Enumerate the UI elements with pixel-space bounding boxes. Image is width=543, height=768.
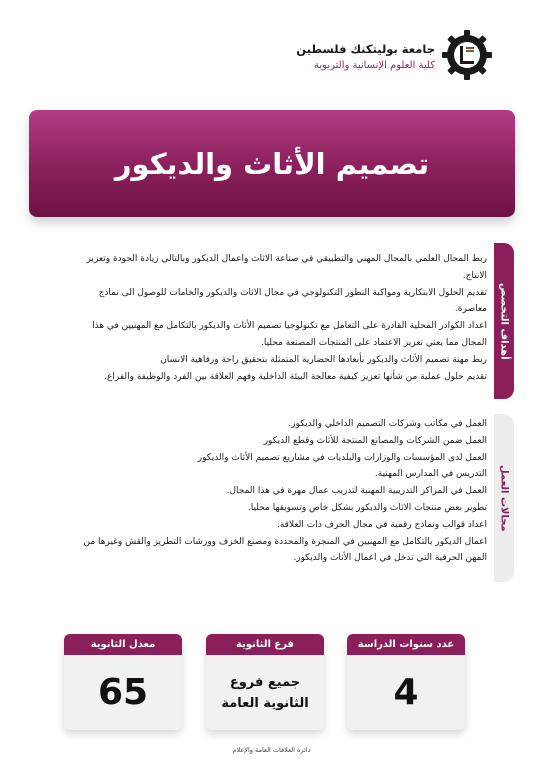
field-item: تطوير بعض منتجات الاثاث والديكور بشكل خاص وتسويقها محليا.	[247, 502, 487, 513]
high-school-average-value: 65	[97, 672, 149, 713]
high-school-branch-label: فرع الثانوية	[206, 634, 324, 655]
goal-item: تقديم حلول عملية من شأنها تعزيز كيفية معالجة البيئة الداخلية وفهم العلاقة بين الفرد والوظيفة والفراغ.	[104, 371, 487, 382]
goals-tab-label: أهداف التخصص	[498, 282, 510, 360]
study-years-value: 4	[393, 672, 419, 713]
goal-item: اعداد الكوادر المحلية القادرة على التعامل مع تكنولوجيا تصميم الأثاث والديكور بالتكامل مع المهنيين في هذا المجال مما يعني تعزيز الاعتماد على المنتجات المصنعة محليا.	[92, 321, 487, 348]
college-name: كلية العلوم الإنسانية والتربوية	[314, 60, 435, 71]
high-school-branch-value-line1: جميع فروع	[229, 674, 301, 690]
goal-item: تقديم الحلول الابتكارية ومواكبة التطور التكنولوجي في مجال الاثاث والديكور والخامات للوصول الى نماذج معاصرة.	[98, 287, 487, 315]
title-banner	[29, 110, 515, 217]
field-item: العمل في المراكز التدريبية المهنية لتدريب عمال مهرة في هذا المجال.	[226, 486, 487, 497]
field-item: التدريس في المدارس المهنية.	[374, 469, 487, 480]
high-school-average-card	[64, 634, 182, 730]
fields-section	[67, 416, 487, 567]
fields-tab-label: مجالات العمل	[498, 464, 510, 532]
goal-item: ربط المجال العلمي بالمجال المهني والتطبيقي في صناعة الاثاث واعمال الديكور وبالتالي زيادة الجودة وتعزيز الانتاج.	[86, 254, 487, 281]
university-name: جامعة بوليتكنك فلسطين	[296, 42, 435, 56]
page-title: تصميم الأثاث والديكور	[114, 146, 430, 181]
gear-logo-icon	[441, 29, 493, 81]
goals-section	[67, 251, 487, 385]
study-years-label: عدد سنوات الدراسة	[347, 634, 465, 655]
fields-tab	[494, 414, 514, 582]
field-item: اعمال الديكور بالتكامل مع المهنيين في المنجرة والمحددة ومصنع الخزف وورشات التطريز والقش وغيرها من المهن الحرفية التي تدخل في اعمال الأثاث والديكور.	[83, 536, 487, 564]
field-item: العمل ضمن الشركات والمصانع المنتجة للأثاث وقطع الديكور	[263, 435, 487, 446]
high-school-average-label: معدل الثانوية	[64, 634, 182, 655]
field-item: العمل لدى المؤسسات والوزارات والبلديات في مشاريع تصميم الأثاث والديكور	[197, 452, 487, 463]
field-item: العمل في مكاتب وشركات التصميم الداخلي والديكور.	[288, 419, 487, 429]
high-school-branch-value-line2: الثانوية العامة	[221, 695, 309, 711]
goals-tab	[494, 243, 514, 399]
study-years-card	[347, 634, 465, 730]
high-school-branch-card	[206, 634, 324, 730]
footer-text: دائرة العلاقات العامة والإعلام	[232, 746, 311, 754]
goal-item: ربط مهنة تصميم الأثاث والديكور بأبعادها الحضارية المتمثلة بتحقيق راحة ورفاهية الانسان	[160, 354, 487, 365]
field-item: اعداد قوالب ونماذج رقمية في مجال الحرف ذات العلاقة.	[276, 519, 487, 530]
